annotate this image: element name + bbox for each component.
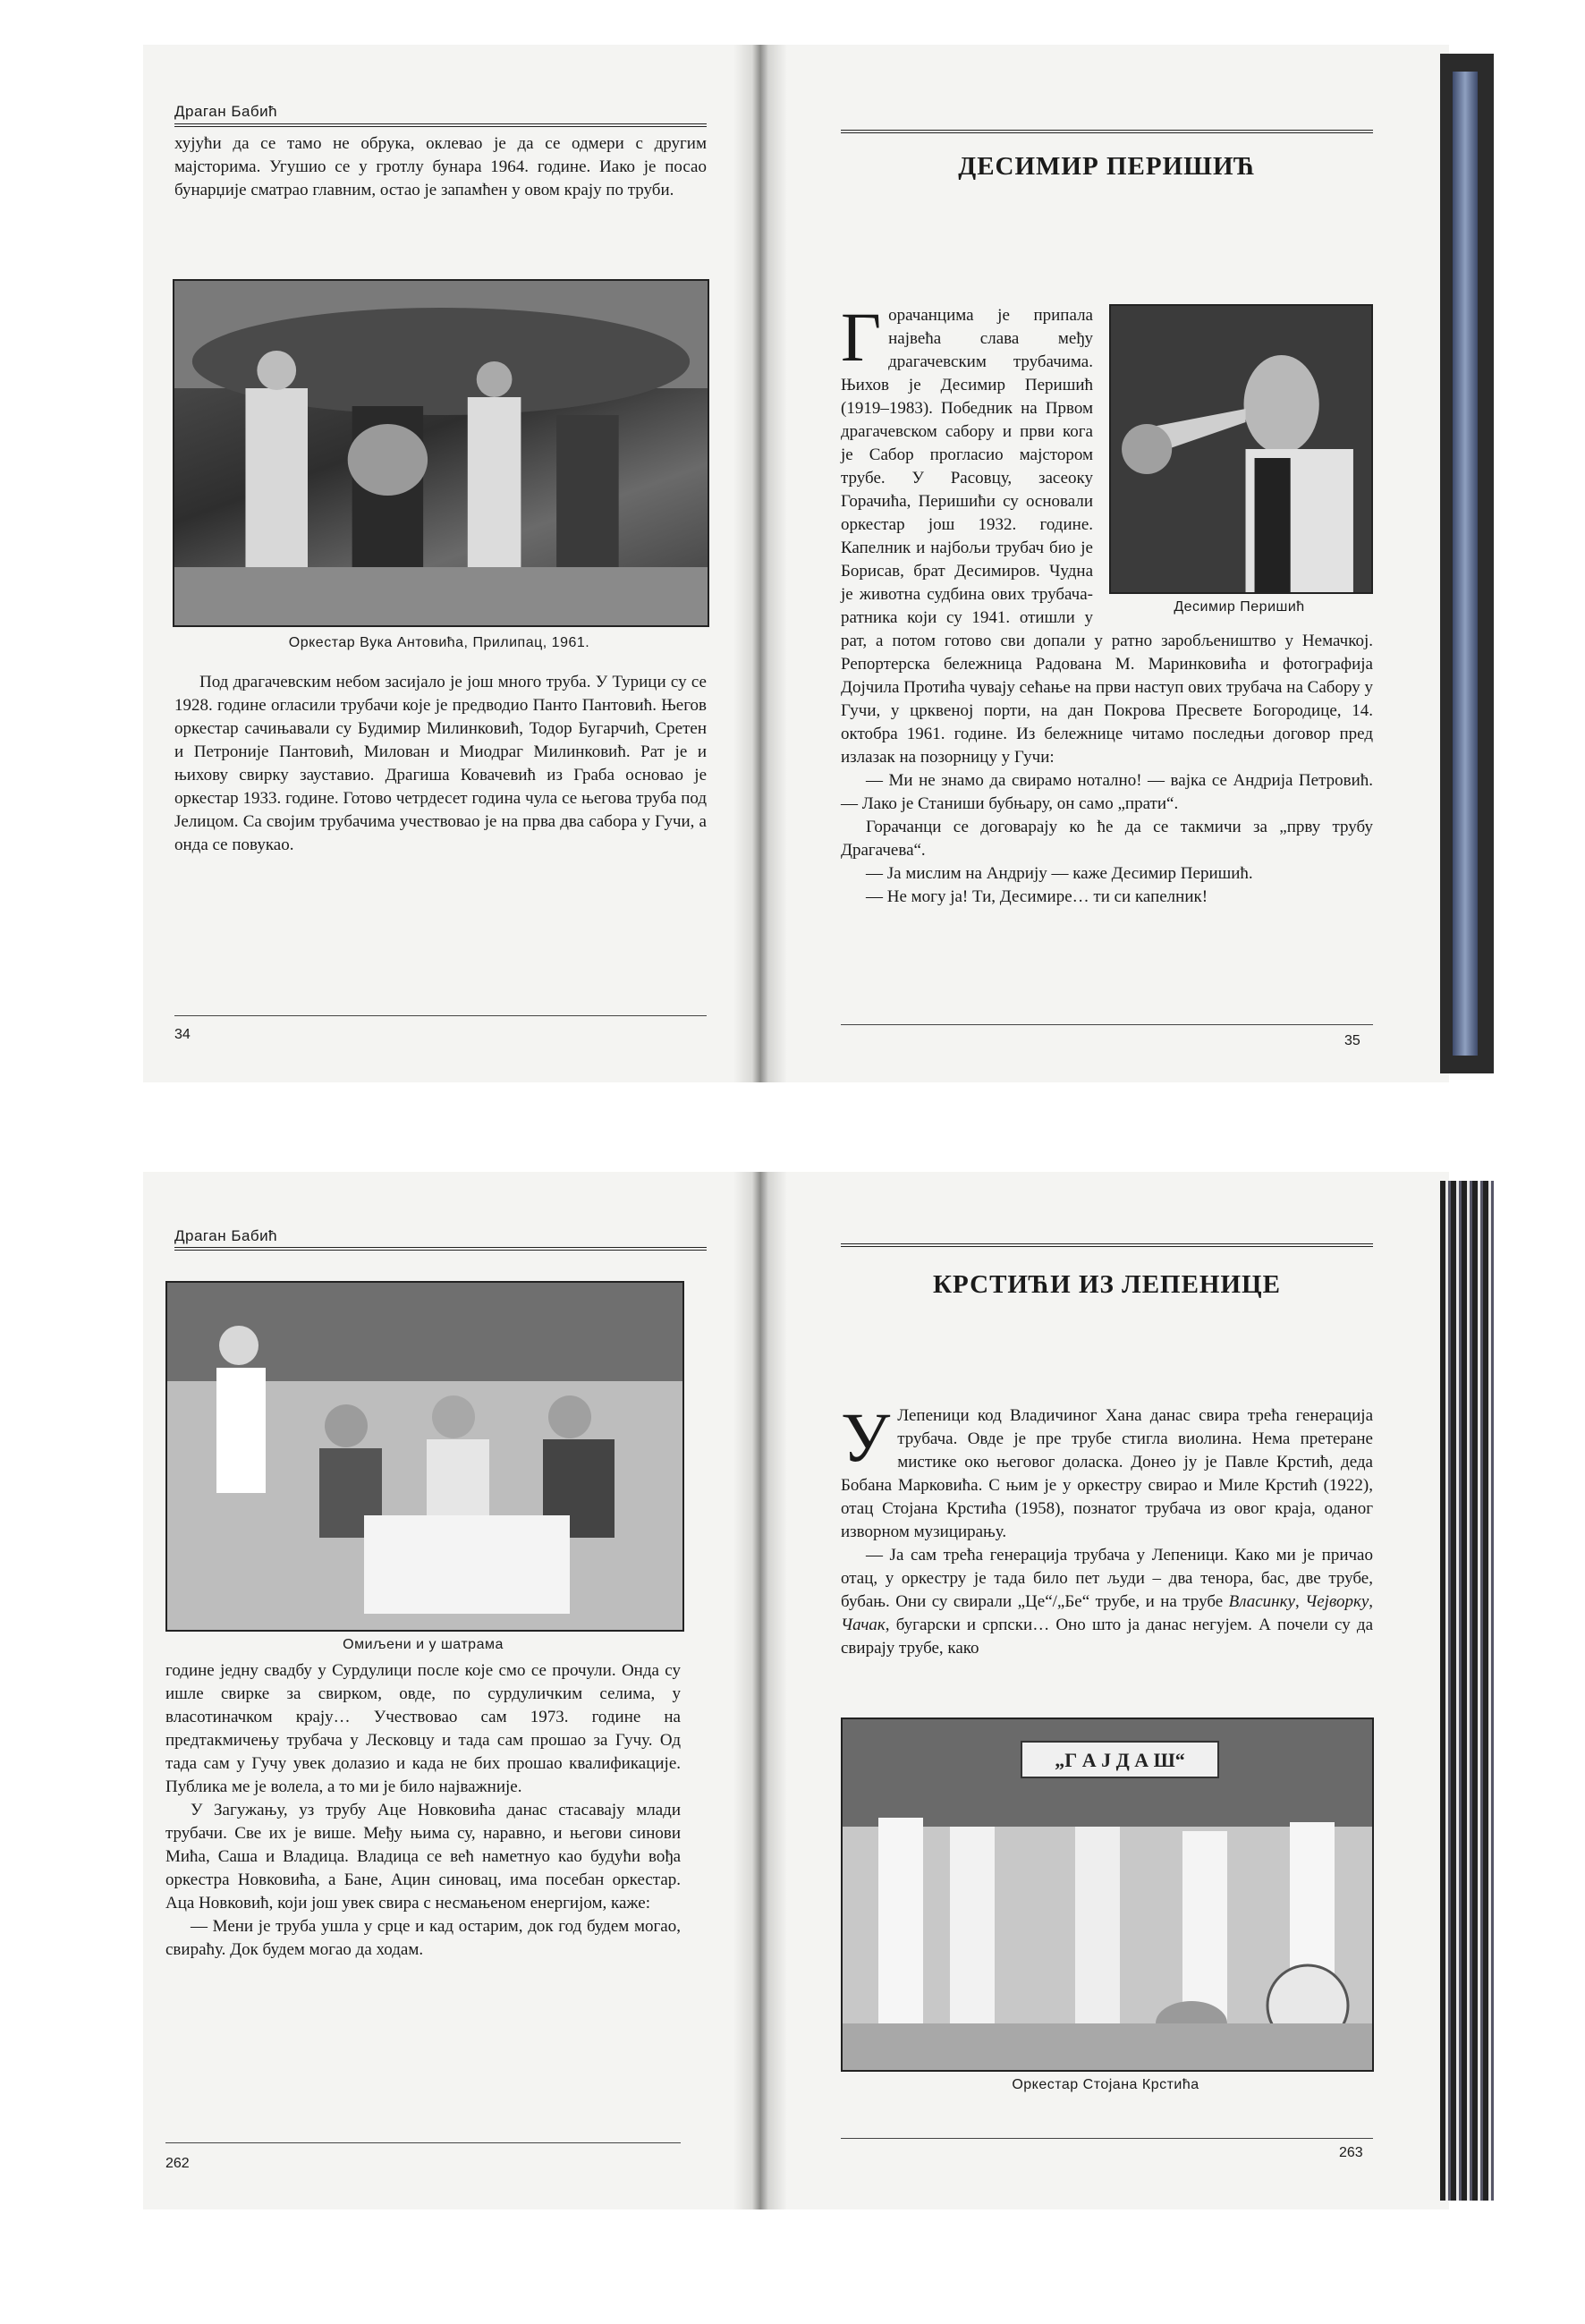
header-rule <box>174 123 707 127</box>
paragraph: У Загужању, уз трубу Аце Новковића данас стасавају млади трубачи. Све их је више. Међу њима су, наравно, и његови синови Мића, Саша и Владица. Владица се већ наметнуо као будући вођа оркестра Новковића, а Бане, Ацин синовац, има посебан оркестар. Аца Новковић, који још увек свира с несмањеном енергијом, каже: <box>165 1801 681 1913</box>
portrait-caption: Десимир Перишић <box>1174 599 1305 615</box>
sign-text: „Г А Ј Д А Ш“ <box>1055 1749 1185 1771</box>
photo-caption: Омиљени и у шатрама <box>343 1637 504 1652</box>
page-number: 35 <box>1344 1033 1360 1048</box>
tavern-photo <box>165 1281 684 1632</box>
footer-rule <box>841 2138 1373 2139</box>
running-head: Драган Бабић <box>174 103 278 120</box>
paragraph: орачанцима је припала највећа слава међу драгачевским трубачима. Њихов је Десимир Перишић (1919–1983). Победник на Првом драгачевском сабору и први кога је Сабор прогласио мајстором трубе. У Расовцу, засеоку Горачића, Перишићи су основали оркестар још 1932. године. Капелник и најбољи трубач био је Борисав, брат Десимиров. Чудна је животна судбина ових трубача-ратника који су 1941. отишли у рат, а потом готово сви допали у ратно заробљеништво у Немачкој. Репортерска бележница Радована М. Маринковића и фотографија Дојчила Протића чувају сећање на први наступ ових трубача на Сабору у Гучи, у црквеној порти, на дан Покрова Пресвете Богородице, 14. октобра 1961. године. Из бележнице читамо последњи договор пред излазак на позорницу у Гучи: <box>841 306 1373 767</box>
footer-rule <box>174 1015 707 1016</box>
paragraph: године једну свадбу у Сурдулици после које смо се прочули. Онда су ишле свирке за свирком, овде, по сурдуличким селима, у власотиначком крају… Учествовао сам 1973. године на предтакмичењу трубача у Лесковцу и тада сам прошао за Гучу. Од тада сам у Гучу увек долазио и када не бих прошао квалификације. Публика ме је волела, а то ми је било најважније. <box>165 1661 681 1796</box>
orchestra-photo <box>841 1718 1374 2072</box>
body-text <box>165 1659 681 1962</box>
drop-cap: У <box>841 1398 891 1476</box>
dialogue-line: — Ја мислим на Андрију — каже Десимир Перишић. <box>866 864 1253 883</box>
photo-caption: Оркестар Стојана Крстића <box>1012 2077 1199 2092</box>
page-number: 263 <box>1339 2145 1363 2160</box>
paragraph: Лепеници код Владичиног Хана данас свира трећа генерација трубача. Овде је пре трубе стигла виолина. Нема претеране мистике око његовог доласка. Донео ју је Павле Крстић, деда Бобана Марковића. С њим је у оркестру свирао и Миле Крстић (1922), отац Стојана Крстића (1958), познатог трубача из овог краја, оданог изворном музицирању. <box>841 1406 1373 1541</box>
book-edge <box>1440 1181 1494 2201</box>
photo-caption: Оркестар Вука Антовића, Прилипац, 1961. <box>288 635 590 650</box>
body-text <box>841 1398 1374 1660</box>
body-text <box>841 298 1373 909</box>
page-number: 34 <box>174 1027 191 1042</box>
running-head: Драган Бабић <box>174 1227 278 1244</box>
photo-image <box>167 1283 682 1630</box>
page-34 <box>143 45 769 1082</box>
page-262 <box>143 1172 769 2209</box>
body-text-bottom <box>174 671 707 857</box>
page-number: 262 <box>165 2156 190 2171</box>
gutter <box>733 1172 787 2209</box>
top-spread <box>0 45 1585 1082</box>
paragraph: Под драгачевским небом засијало је још много труба. У Турици су се 1928. године огласили трубачи које је предводио Панто Пантовић. Његов оркестар сачињавали су Будимир Милинковић, Тодор Бугарчић, Сретен и Петроније Пантовић, Милован и Миодраг Милинковић. Рат је и њихову свирку зауставио. Драгиша Ковачевић из Граба основао је оркестар 1933. године. Готово четрдесет година чула се његова труба под Јелицом. Са својим трубачима учествовао је на прва два сабора у Гучи, а онда се повукао. <box>174 673 707 854</box>
photo-image <box>1111 306 1371 592</box>
footer-rule <box>165 2142 681 2143</box>
paragraph: — Ја сам трећа генерација трубача у Лепеници. Како ми је причао отац, у оркестру је тада било пет људи – два тенора, бас, две трубе, бубањ. Они су свирали „Це“/„Бе“ трубе, и на трубе Власинку, Чејворку, Чачак, бугарски и српски… Оно што ја данас негујем. А почели су да свирају трубе, како <box>841 1546 1374 1658</box>
chapter-title: КРСТИЋИ ИЗ ЛЕПЕНИЦЕ <box>933 1270 1281 1299</box>
photo-image <box>843 1719 1372 2070</box>
footer-rule <box>841 1024 1373 1025</box>
portrait-photo <box>1109 304 1373 594</box>
bottom-spread <box>0 1172 1585 2209</box>
header-rule <box>841 1243 1373 1247</box>
header-rule <box>841 130 1373 133</box>
paragraph: — Мени је труба ушла у срце и кад остарим, док год будем могао, свираћу. Док будем могао да ходам. <box>165 1917 681 1959</box>
photo-image <box>174 281 708 625</box>
orchestra-photo <box>173 279 709 627</box>
book-edge-strip <box>1453 72 1478 1056</box>
page-263 <box>769 1172 1449 2209</box>
chapter-title: ДЕСИМИР ПЕРИШИЋ <box>958 152 1256 181</box>
gutter <box>733 45 787 1082</box>
body-text-top <box>174 132 707 202</box>
dialogue-line: Горачанци се договарају ко ће да се такмичи за „прву трубу Драгачева“. <box>841 818 1373 860</box>
portrait-block <box>1109 304 1373 617</box>
dialogue-line: — Ми не знамо да свирамо нотално! — вајка се Андрија Петровић. — Лако је Станиши бубњару, он само „прати“. <box>841 771 1373 813</box>
page-35 <box>769 45 1449 1082</box>
book-edge <box>1440 54 1494 1073</box>
drop-cap: Г <box>841 298 882 376</box>
paragraph: хујући да се тамо не обрука, оклевао је да се одмери с другим мајсторима. Угушио се у гротлу бунара 1964. године. Иако је посао бунарџије сматрао главним, остао је запамћен у овом крају по труби. <box>174 134 707 199</box>
header-rule <box>174 1247 707 1251</box>
dialogue-line: — Не могу ја! Ти, Десимире… ти си капелник! <box>866 887 1208 906</box>
